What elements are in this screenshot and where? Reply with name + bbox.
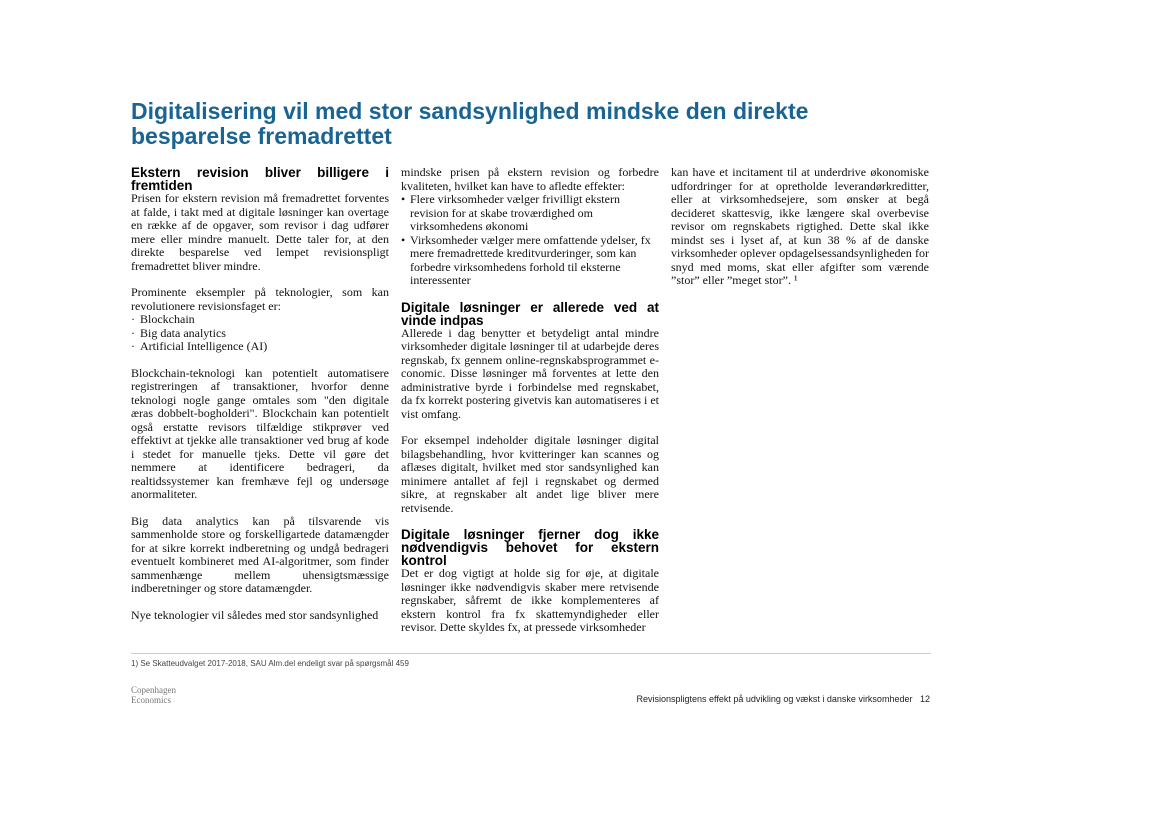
- paragraph: Allerede i dag benytter et betydeligt antal mindre virksomheder digitale løsninger til at udarbejde deres regnskab, fx gennem online-regnskabsprogrammet e-conomic. Disse løsninger må forventes at lette den administrative byrde i forbindelse med regnskabet, da fx korrekt postering givetvis kan automatiseres i et vist omfang.: [401, 325, 659, 421]
- effects-list: [401, 193, 659, 288]
- paragraph: kan have et incitament til at underdrive økonomiske udfordringer for at opretholde leverandørkreditter, eller at virksomhedsejere, som ønsker at begå decideret skattesvig, ikke længere skal overbevise revisor om regnskabets rigtighed. Dette skal ikke mindst ses i lyset af, at kun 38 % af de danske virksomheder oplever opdagelsessandsynligheden for snyd med moms, skat eller afgifter som værende ”stor” eller ”meget stor”. ¹: [671, 165, 929, 287]
- text-column-1: [131, 166, 389, 635]
- paragraph: Prominente eksempler på teknologier, som kan revolutionere revisionsfaget er:: [131, 285, 389, 313]
- section-heading-cheaper-audit: Ekstern revision bliver billigere i fremtiden: [131, 165, 389, 193]
- paragraph: Blockchain-teknologi kan potentielt automatisere registreringen af transaktioner, hvorfor denne teknologi nogle gange omtales som "den digitale æras dobbelt-bogholderi". Blockchain kan potentielt også erstatte revisors tilfældige stikprøver ved effektivt at tjekke alle transaktioner ved brug af kode i stedet for manuelle tjeks. Dette vil gøre det nemmere at identificere bedrageri, da realtidssystemer kan fremhæve fejl og undersøge anormaliteter.: [131, 365, 389, 501]
- report-title: Revisionspligtens effekt på udvikling og vækst i danske virksomheder: [636, 694, 913, 704]
- list-item: • Virksomheder vælger mere omfattende ydelser, fx mere fremadrettede kreditvurderinger, som kan forbedre virksomhedens forhold til eksterne interessenter: [401, 234, 659, 288]
- paragraph: Big data analytics kan på tilsvarende vis sammenholde store og forskelligartede datamængder for at sikre korrekt indberetning og undgå bedrageri eventuelt kombineret med AI-algoritmer, som finder sammenhænge mellem uhensigtsmæssige indberetninger og store datamængder.: [131, 513, 389, 595]
- paragraph: Det er dog vigtigt at holde sig for øje, at digitale løsninger ikke nødvendigvis skaber mere retvisende regnskaber, såfremt de ikke komplementeres af ekstern kontrol fra fx skattemyndigheder eller revisor. Dette skyldes fx, at pressede virksomheder: [401, 566, 659, 634]
- footer-divider: [131, 653, 931, 654]
- footnote: 1) Se Skatteudvalget 2017-2018, SAU Alm.del endeligt svar på spørgsmål 459: [131, 659, 409, 668]
- paragraph: For eksempel indeholder digitale løsninger digital bilagsbehandling, hvor kvitteringer kan scannes og aflæses digitalt, hvilket med stor sandsynlighed kan minimere antallet af fejl i regnskabet og dermed sikre, at regnskaber alt andet lige bliver mere retvisende.: [401, 433, 659, 515]
- paragraph: Nye teknologier vil således med stor sandsynlighed: [131, 607, 379, 622]
- text-column-3: [671, 166, 929, 301]
- section-heading-external-control: Digitale løsninger fjerner dog ikke nødvendigvis behovet for ekstern kontrol: [401, 527, 659, 568]
- page-title: Digitalisering vil med stor sandsynlighed mindske den direkte besparelse fremadrettet: [131, 98, 809, 149]
- running-footer: [636, 694, 930, 704]
- list-item: • Flere virksomheder vælger frivilligt ekstern revision for at skabe troværdighed om virksomhedens økonomi: [401, 193, 659, 234]
- paragraph: mindske prisen på ekstern revision og forbedre kvaliteten, hvilket kan have to afledte effekter:: [401, 165, 659, 193]
- paragraph: Prisen for ekstern revision må fremadrettet forventes at falde, i takt med at digitale løsninger kan overtage en række af de opgaver, som revisor i dag udfører mere eller mindre manuelt. Dette taler for, at den direkte besparelse ved lempet revisionspligt fremadrettet bliver mindre.: [131, 191, 389, 273]
- list-item: · Blockchain: [131, 313, 389, 327]
- copenhagen-economics-logo: Copenhagen Economics: [131, 685, 176, 705]
- list-item: · Artificial Intelligence (AI): [131, 340, 389, 354]
- section-heading-digital-solutions: Digitale løsninger er allerede ved at vinde indpas: [401, 299, 659, 328]
- page-number: 12: [919, 694, 930, 704]
- list-item: · Big data analytics: [131, 327, 389, 341]
- text-column-2: [401, 166, 659, 648]
- technology-list: [131, 313, 389, 354]
